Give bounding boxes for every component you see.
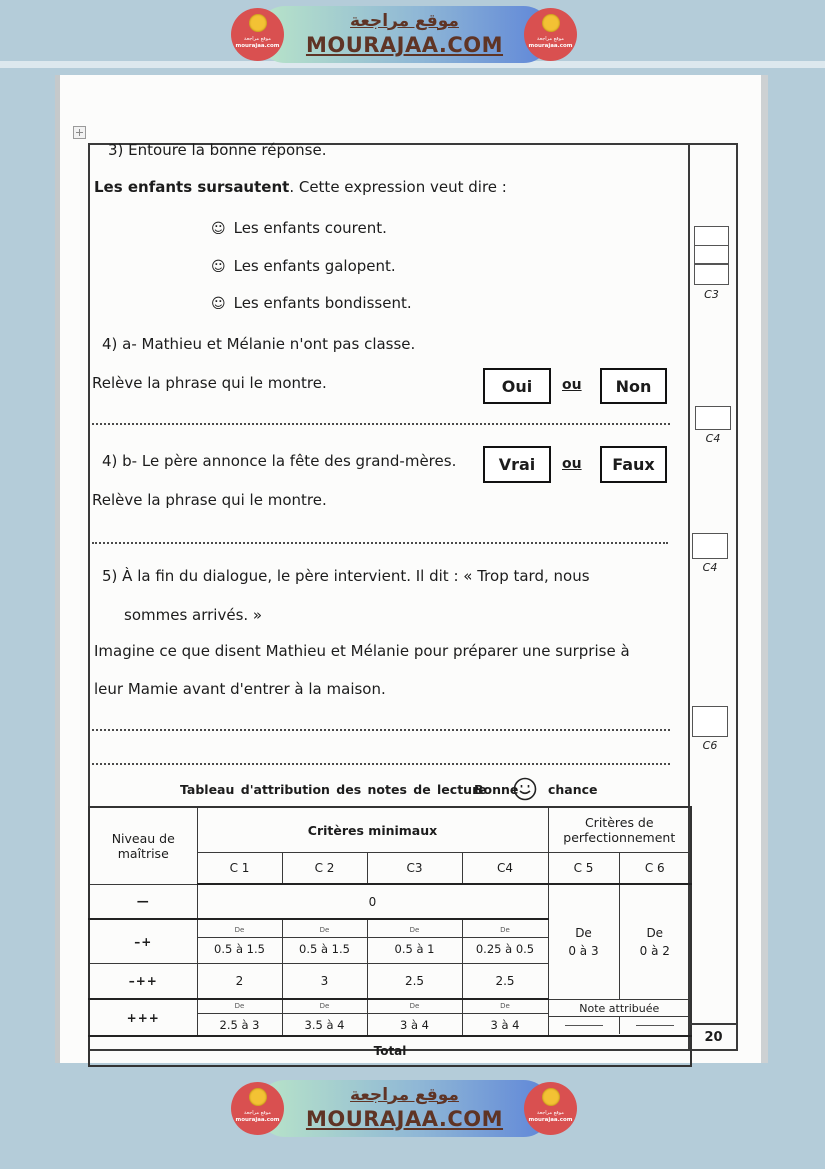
range-cell (197, 919, 282, 964)
score-cell: 2.5 (462, 964, 548, 1000)
q4a-prompt: Relève la phrase qui le montre. (92, 374, 327, 392)
smiley-bullet-icon: ☺ (211, 296, 226, 312)
c5-range: 0 à 3 (568, 943, 599, 958)
ou-label: ou (562, 456, 582, 472)
de-label: De (500, 926, 510, 934)
site-badge (524, 8, 577, 61)
page-shadow (761, 75, 768, 1063)
score-cell: 2.5 (367, 964, 462, 1000)
range-value: 3 à 4 (463, 1013, 548, 1035)
score-box-c3 (694, 263, 729, 285)
range-cell (197, 999, 282, 1036)
de-label: De (575, 925, 592, 940)
range-cell (282, 919, 367, 964)
banner-site-name: MOURAJAA.COM (305, 1107, 504, 1131)
range-value: 0.5 à 1.5 (283, 937, 367, 959)
range-cell (282, 999, 367, 1036)
chance-label: chance (548, 782, 598, 797)
q4a-title: 4) a- Mathieu et Mélanie n'ont pas classe. (102, 335, 416, 353)
q3-option (211, 294, 412, 312)
badge-arabic-text: موقع مراجعة (537, 36, 564, 42)
total-points: 20 (690, 1023, 737, 1050)
q3-statement-rest: . Cette expression veut dire : (289, 178, 507, 196)
q5-line: sommes arrivés. » (124, 606, 263, 624)
badge-logo-icon (542, 1088, 560, 1106)
de-label: De (500, 1002, 510, 1010)
note-attribuee-cell (548, 999, 691, 1036)
grading-table (88, 806, 692, 1067)
score-box-c6 (692, 706, 728, 737)
de-label: De (409, 1002, 420, 1010)
score-box-c3 (694, 226, 729, 246)
range-value: 3 à 4 (368, 1013, 462, 1035)
q3-option-label: Les enfants bondissent. (233, 294, 412, 312)
margin-label-c3: C3 (704, 288, 719, 301)
de-label: De (409, 926, 420, 934)
de-label: De (234, 1002, 245, 1010)
q5-line: leur Mamie avant d'entrer à la maison. (94, 680, 386, 698)
range-cell (367, 999, 462, 1036)
vrai-choice-box: Vrai (483, 446, 551, 483)
answer-line (92, 729, 670, 731)
badge-arabic-text: موقع مراجعة (244, 36, 271, 42)
answer-line (92, 423, 670, 425)
score-box-c3 (694, 245, 729, 265)
top-banner (257, 6, 552, 63)
smiley-bullet-icon: ☺ (211, 259, 226, 275)
perfectionnement-c5-range (548, 884, 619, 999)
range-value: 0.25 à 0.5 (463, 937, 548, 959)
de-label: De (319, 1002, 330, 1010)
q3-option-label: Les enfants courent. (233, 219, 387, 237)
q3-option (211, 257, 396, 275)
grading-table-caption: Tableau d'attribution des notes de lecture (180, 782, 487, 797)
score-cell: 3 (282, 964, 367, 1000)
level-symbol: –++ (89, 964, 197, 1000)
criterion-header: C 6 (619, 853, 691, 885)
level-symbol: — (89, 884, 197, 919)
score-box-c4 (692, 533, 728, 559)
range-cell (367, 919, 462, 964)
badge-logo-icon (249, 14, 267, 32)
criterion-header: C 1 (197, 853, 282, 885)
margin-label-c4: C4 (705, 432, 721, 445)
badge-site-text: mourajaa.com (528, 1116, 573, 1123)
banner-site-name: MOURAJAA.COM (305, 33, 504, 57)
faux-choice-box: Faux (600, 446, 667, 483)
site-badge (524, 1082, 577, 1135)
range-cell (462, 999, 548, 1036)
level-symbol: +++ (89, 999, 197, 1036)
q5-line: 5) À la fin du dialogue, le père intervient. Il dit : « Trop tard, nous (102, 567, 590, 585)
range-value: 2.5 à 3 (198, 1013, 282, 1035)
table-move-handle-icon (73, 126, 86, 139)
answer-line (92, 542, 668, 544)
de-label: De (319, 926, 330, 934)
q4b-prompt: Relève la phrase qui le montre. (92, 491, 327, 509)
range-value: 0.5 à 1 (368, 937, 462, 959)
note-blank (620, 1017, 690, 1034)
banner-arabic-title: موقع مراجعة (350, 1084, 459, 1105)
badge-site-text: mourajaa.com (235, 1116, 280, 1123)
answer-line (92, 763, 670, 765)
bottom-banner (257, 1080, 552, 1137)
criterion-header: C3 (367, 853, 462, 885)
site-badge (231, 8, 284, 61)
q4b-title: 4) b- Le père annonce la fête des grand-mères. (102, 452, 457, 470)
range-cell (462, 919, 548, 964)
score-box-c4 (695, 406, 731, 430)
badge-arabic-text: موقع مراجعة (244, 1110, 271, 1116)
zero-score-cell: 0 (197, 884, 548, 919)
ou-label: ou (562, 377, 582, 393)
total-label: Total (89, 1036, 691, 1066)
margin-label-c6: C6 (702, 739, 718, 752)
perfectionnement-c6-range (619, 884, 691, 999)
q3-option (211, 219, 387, 237)
criterion-header: C 2 (282, 853, 367, 885)
oui-choice-box: Oui (483, 368, 551, 404)
badge-site-text: mourajaa.com (528, 42, 573, 49)
q3-statement (94, 178, 507, 196)
range-value: 0.5 à 1.5 (198, 937, 282, 959)
level-symbol: –+ (89, 919, 197, 964)
de-label: De (234, 926, 245, 934)
header-criteres-minimaux: Critères minimaux (197, 807, 548, 853)
note-blank (549, 1017, 620, 1034)
score-cell: 2 (197, 964, 282, 1000)
badge-logo-icon (249, 1088, 267, 1106)
banner-arabic-title: موقع مراجعة (350, 10, 459, 31)
badge-logo-icon (542, 14, 560, 32)
badge-arabic-text: موقع مراجعة (537, 1110, 564, 1116)
margin-label-c4: C4 (702, 561, 718, 574)
q3-option-label: Les enfants galopent. (233, 257, 396, 275)
site-badge (231, 1082, 284, 1135)
badge-site-text: mourajaa.com (235, 42, 280, 49)
header-niveau: Niveau de maîtrise (89, 807, 197, 884)
non-choice-box: Non (600, 368, 667, 404)
bonne-label: Bonne (474, 782, 519, 797)
smiley-icon (512, 776, 538, 802)
header-criteres-perfectionnement: Critères de perfectionnement (548, 807, 691, 853)
c6-range: 0 à 2 (639, 943, 670, 958)
criterion-header: C 5 (548, 853, 619, 885)
q3-title: 3) Entoure la bonne réponse. (108, 141, 327, 159)
note-attribuee-label: Note attribuée (549, 1001, 691, 1017)
smiley-bullet-icon: ☺ (211, 221, 226, 237)
de-label: De (646, 925, 664, 940)
q3-statement-bold: Les enfants sursautent (94, 178, 290, 196)
q5-line: Imagine ce que disent Mathieu et Mélanie pour préparer une surprise à (94, 642, 630, 660)
range-value: 3.5 à 4 (283, 1013, 367, 1035)
criterion-header: C4 (462, 853, 548, 885)
